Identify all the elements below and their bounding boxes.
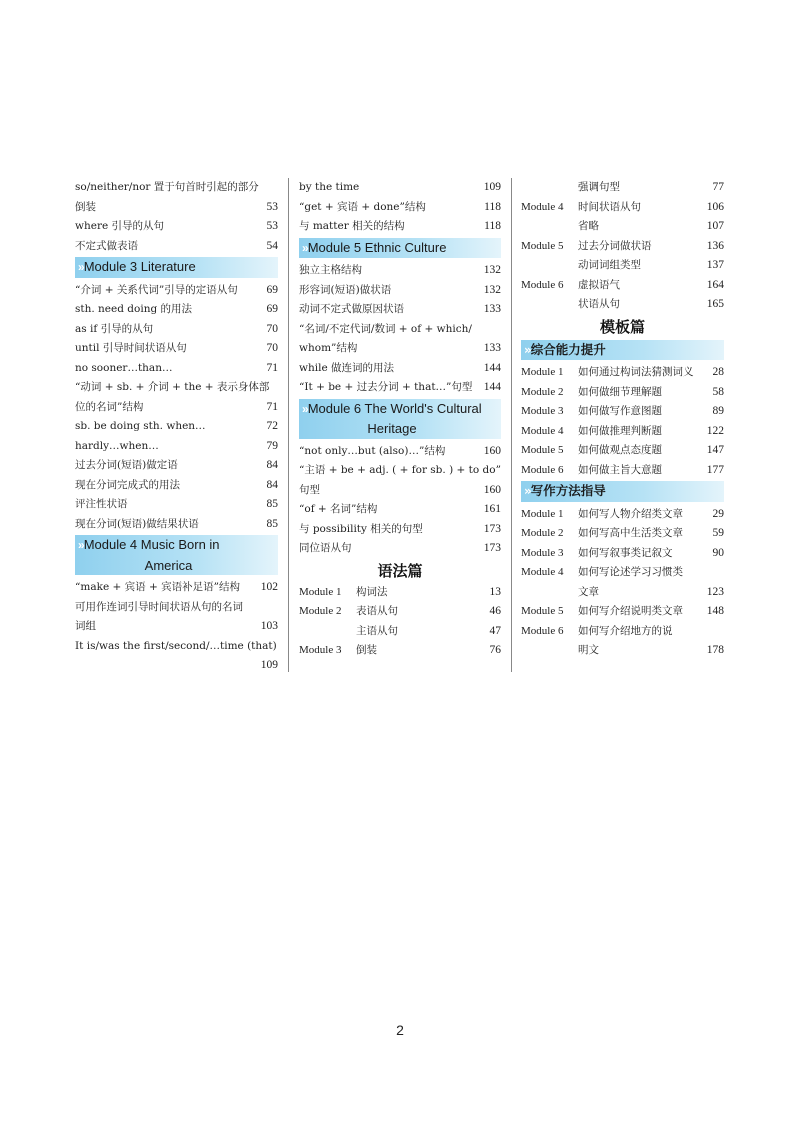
toc-page-number: 122 [706,424,724,437]
banner-title-line2: Heritage [367,421,417,436]
toc-entry [521,505,724,525]
toc-page-number: 118 [484,200,501,213]
toc-page-number: 109 [483,181,501,193]
toc-entry-title: 如何写叙事类记叙文 [578,546,673,559]
toc-module-label: Module 5 [521,605,564,617]
toc-page-number: 160 [483,483,501,496]
toc-entry [75,476,278,496]
toc-page-number: 147 [706,444,724,456]
toc-entry-title: 现在分词完成式的用法 [75,478,180,491]
toc-entry [75,300,278,320]
toc-entry [299,461,501,481]
toc-page-number: 71 [266,400,278,413]
toc-entry-title: “get + 宾语 + done”结构 [299,200,426,213]
toc-column-3 [521,178,724,661]
module-5-banner [299,238,501,259]
toc-entry-title: “介词 + 关系代词”引导的定语从句 [75,283,238,296]
toc-entry [521,237,724,257]
toc-entry-title: no sooner…than… [75,361,173,374]
page-number: 2 [396,1022,404,1038]
toc-entry-title: 过去分词(短语)做定语 [75,459,178,471]
toc-page-number: 59 [712,527,724,539]
module-3-banner [75,257,278,278]
toc-entry-title: 独立主格结构 [299,264,362,276]
toc-entry [299,500,501,520]
toc-entry [75,456,278,476]
toc-entry [521,441,724,461]
toc-page-number: 137 [706,259,724,271]
toc-page-number: 53 [266,200,278,213]
toc-entry [299,378,501,398]
toc-page-number: 148 [706,605,724,617]
toc-column-2 [299,178,501,661]
toc-entry-title: “not only…but (also)…”结构 [299,444,446,457]
toc-page-number: 132 [483,283,501,296]
toc-entry-title: 过去分词做状语 [578,239,652,252]
toc-entry-title: 文章 [578,585,599,598]
toc-entry-title: 如何做细节理解题 [578,385,662,398]
toc-module-label: Module 2 [299,605,342,617]
toc-module-label: Module 1 [299,585,342,598]
toc-entry [299,602,501,622]
toc-entry-title: 形容词(短语)做状语 [299,283,392,296]
toc-module-label: Module 6 [521,624,564,637]
toc-entry [299,583,501,603]
toc-entry-title: “of + 名词”结构 [299,503,378,515]
toc-entry-title: 如何做写作意图题 [578,405,662,417]
double-chevron-icon: » [524,342,529,357]
toc-page-number: 84 [266,459,278,471]
toc-module-label: Module 6 [521,463,564,476]
toc-entry [75,198,278,218]
toc-page-number: 106 [706,200,724,213]
toc-entry [75,320,278,340]
toc-module-label: Module 1 [521,507,564,520]
toc-entry-title: 与 matter 相关的结构 [299,220,405,232]
toc-entry [521,295,724,315]
toc-entry [521,524,724,544]
toc-page-number: 54 [266,239,278,252]
toc-page-number: 133 [483,303,501,315]
toc-page-number: 144 [483,381,501,393]
toc-entry-title: “动词 + sb. + 介词 + the + 表示身体部 [75,381,270,393]
toc-module-label: Module 5 [521,444,564,456]
toc-page-number: 46 [489,605,501,617]
toc-entry [521,178,724,198]
toc-entry [521,217,724,237]
toc-page-number: 165 [706,298,724,310]
toc-entry [299,622,501,642]
toc-page-number: 53 [266,220,278,232]
toc-entry-title: 强调句型 [578,181,620,193]
toc-entry-title: 如何做主旨大意题 [578,463,662,476]
toc-entry-title: 现在分词(短语)做结果状语 [75,517,199,530]
toc-entry [75,339,278,359]
toc-entry-title: whom”结构 [299,342,358,354]
toc-entry [521,544,724,564]
toc-page-number: 29 [712,507,724,520]
toc-module-label: Module 4 [521,200,564,213]
toc-entry [299,359,501,379]
toc-entry [521,563,724,583]
toc-entry [75,237,278,257]
toc-entry-title: 如何写高中生活类文章 [578,527,683,539]
toc-module-label: Module 3 [521,546,564,559]
toc-entry [75,656,278,676]
toc-entry [299,339,501,359]
toc-entry-title: 动词不定式做原因状语 [299,303,404,315]
toc-entry-title: while 做连词的用法 [299,361,395,374]
toc-entry-title: 动词词组类型 [578,259,641,271]
toc-entry-title: 评注性状语 [75,498,128,510]
toc-page-number: 47 [489,624,501,637]
toc-entry [299,178,501,198]
toc-module-label: Module 3 [521,405,564,417]
toc-entry-title: 时间状语从句 [578,200,641,213]
toc-entry [299,198,501,218]
writing-banner [521,481,724,502]
toc-entry [75,281,278,301]
toc-entry-title: “It + be + 过去分词 + that…”句型 [299,381,473,393]
toc-entry-title: 倒装 [356,644,377,656]
toc-entry-title: hardly…when… [75,439,159,452]
banner-title: Module 3 Literature [83,259,196,274]
toc-entry [521,256,724,276]
banner-title: 综合能力提升 [530,341,606,357]
toc-page-number: 90 [712,546,724,559]
toc-page-number: 76 [489,644,501,656]
banner-title: Module 6 The World's Cultural [307,400,482,416]
toc-entry [75,617,278,637]
toc-entry-title: 如何写论述学习习惯类 [578,566,683,578]
toc-entry [521,461,724,481]
toc-entry [75,217,278,237]
toc-entry [299,320,501,340]
toc-page-number: 173 [483,542,501,554]
toc-entry [521,583,724,603]
toc-page-number: 177 [706,463,724,476]
toc-entry-title: by the time [299,181,360,193]
double-chevron-icon: » [78,538,82,552]
toc-entry-title: “主语 + be + adj. ( + for sb. ) + to do” [299,464,501,476]
toc-entry-title: sb. be doing sth. when… [75,420,206,432]
toc-entry-title: 如何做观点态度题 [578,444,662,456]
toc-entry-title: “make + 宾语 + 宾语补足语”结构 [75,581,240,593]
toc-entry [521,622,724,642]
toc-entry-title: 可用作连词引导时间状语从句的名词 [75,600,243,613]
double-chevron-icon: » [524,484,529,498]
column-divider [511,178,512,672]
toc-page-number: 107 [706,220,724,232]
toc-entry-title: 同位语从句 [299,542,352,554]
toc-entry [75,578,278,598]
toc-page-number: 85 [266,517,278,530]
toc-page-number: 58 [712,385,724,398]
toc-entry [75,495,278,515]
toc-entry [521,641,724,661]
toc-entry-title: sth. need doing 的用法 [75,303,193,315]
toc-entry-title: 如何写介绍地方的说 [578,624,673,637]
toc-page-number: 109 [260,659,278,671]
toc-page-number: 103 [260,620,278,632]
toc-entry [75,398,278,418]
toc-entry-title: 句型 [299,483,320,496]
toc-module-label: Module 6 [521,278,564,291]
toc-entry-title: It is/was the first/second/…time (that) [75,639,277,652]
toc-entry [75,637,278,657]
banner-title-line2: America [144,557,193,573]
toc-module-label: Module 2 [521,527,564,539]
toc-page-number: 70 [266,342,278,354]
banner-title: 写作方法指导 [530,483,606,498]
toc-entry-title: where 引导的从句 [75,220,165,232]
double-chevron-icon: » [302,240,306,255]
toc-entry-title: 虚拟语气 [578,278,620,291]
toc-entry [521,363,724,383]
toc-entry [299,261,501,281]
toc-page-number: 144 [483,361,501,374]
toc-entry [299,217,501,237]
toc-entry [299,300,501,320]
toc-module-label: Module 3 [299,644,342,656]
toc-page-number: 69 [266,283,278,296]
toc-entry [299,481,501,501]
toc-entry [75,178,278,198]
template-section-title: 模板篇 [599,317,645,336]
toc-page-number: 164 [706,278,724,291]
column-divider [288,178,289,672]
toc-page-number: 118 [484,220,501,232]
toc-page-number: 77 [712,181,724,193]
ability-banner [521,340,724,361]
toc-entry-title: 如何做推理判断题 [578,424,662,437]
toc-module-label: Module 4 [521,566,564,578]
toc-entry-title: 倒装 [75,200,96,213]
toc-page-number: 71 [266,361,278,374]
module-6-banner [299,399,501,439]
toc-entry-title: 主语从句 [356,624,398,637]
toc-page-number: 102 [260,581,278,593]
toc-page-number: 123 [706,585,724,598]
banner-title: Module 5 Ethnic Culture [307,239,447,255]
toc-entry-title: until 引导时间状语从句 [75,342,187,354]
toc-entry [521,602,724,622]
toc-entry-title: 位的名词”结构 [75,400,144,413]
toc-entry [299,520,501,540]
toc-page-number: 13 [489,585,501,598]
toc-entry-title: 不定式做表语 [75,239,138,252]
toc-page-number: 178 [706,644,724,656]
toc-entry-title: so/neither/nor 置于句首时引起的部分 [75,181,259,193]
toc-module-label: Module 1 [521,366,564,378]
toc-entry [75,437,278,457]
toc-entry [521,402,724,422]
toc-page-number: 133 [483,342,501,354]
toc-entry-title: 明文 [578,644,599,656]
toc-page-number: 132 [483,264,501,276]
toc-page-number: 72 [266,420,278,432]
toc-page-number: 85 [266,498,278,510]
toc-entry-title: 构词法 [356,585,388,598]
toc-page-number: 79 [266,439,278,452]
toc-page-number: 28 [712,366,724,378]
toc-entry [299,442,501,462]
toc-column-1 [75,178,278,676]
toc-entry [521,383,724,403]
toc-entry-title: as if 引导的从句 [75,322,154,335]
toc-page-number: 89 [712,405,724,417]
toc-entry-title: 状语从句 [578,298,620,310]
toc-entry [521,422,724,442]
toc-module-label: Module 5 [521,239,564,252]
toc-page-number: 69 [266,303,278,315]
toc-entry [75,598,278,618]
toc-entry [521,198,724,218]
toc-page-number: 136 [706,239,724,252]
toc-entry-title: 如何通过构词法猜测词义 [578,366,694,378]
toc-entry [75,515,278,535]
toc-entry [75,417,278,437]
toc-module-label: Module 2 [521,385,564,398]
toc-entry [299,539,501,559]
grammar-section-title: 语法篇 [377,561,423,580]
toc-entry [521,276,724,296]
double-chevron-icon: » [78,260,82,274]
toc-entry-title: 与 possibility 相关的句型 [299,522,423,535]
toc-entry-title: 省略 [578,220,599,232]
toc-entry [299,641,501,661]
toc-module-label: Module 4 [521,424,564,437]
banner-title: Module 4 Music Born in [83,537,220,552]
double-chevron-icon: » [302,401,306,416]
toc-page-number: 84 [266,478,278,491]
toc-entry-title: 表语从句 [356,605,398,617]
toc-entry-title: “名词/不定代词/数词 + of + which/ [299,322,472,335]
toc-entry-title: 如何写人物介绍类文章 [578,507,683,520]
module-4-banner [75,535,278,575]
toc-entry-title: 如何写介绍说明类文章 [578,605,683,617]
toc-entry [75,378,278,398]
toc-entry [75,359,278,379]
toc-entry [299,281,501,301]
toc-page-number: 70 [266,322,278,335]
toc-page-number: 160 [483,444,501,457]
toc-page-number: 173 [483,522,501,535]
toc-page-number: 161 [483,503,501,515]
toc-entry-title: 词组 [75,620,96,632]
